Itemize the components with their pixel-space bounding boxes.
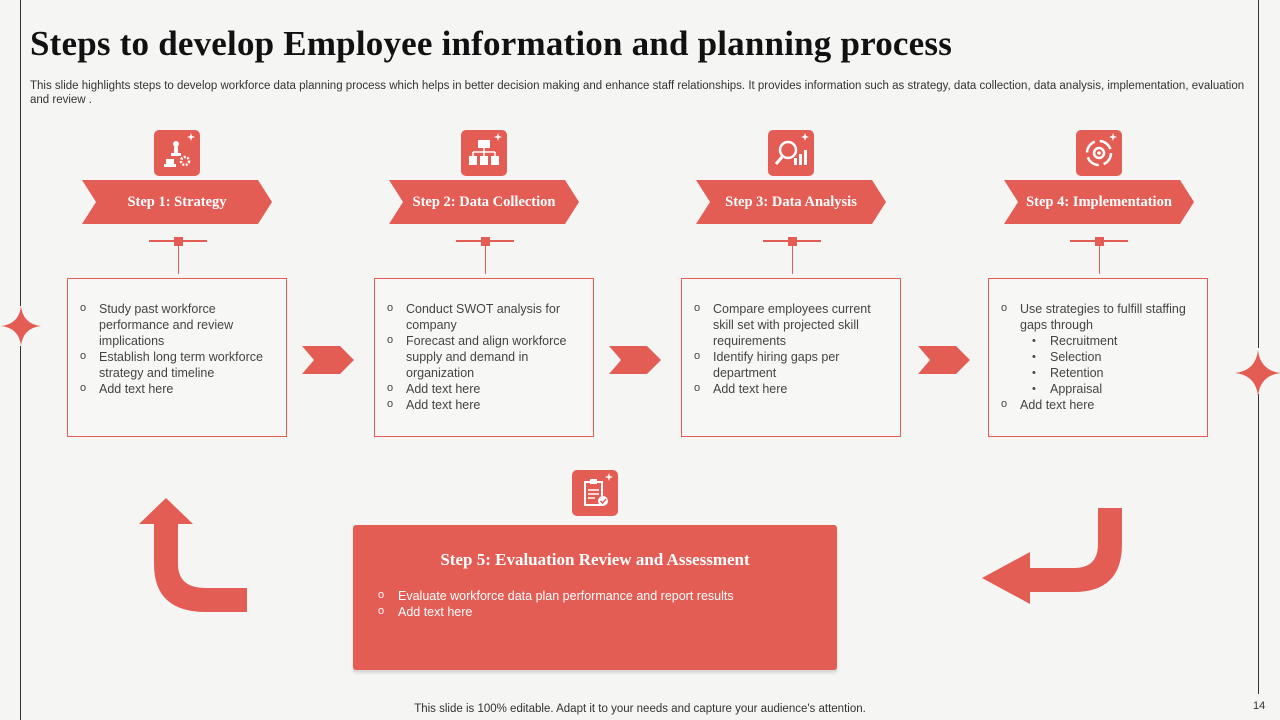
connector-stem xyxy=(1099,246,1100,274)
list-item: o Add text here xyxy=(387,381,583,397)
page-title: Steps to develop Employee information and planning process xyxy=(30,24,953,63)
list-item: o Add text here xyxy=(1001,397,1197,413)
list-item: o Add text here xyxy=(387,397,583,413)
step-5-panel xyxy=(353,525,837,670)
footer-note: This slide is 100% editable. Adapt it to your needs and capture your audience's attention. xyxy=(414,703,866,715)
chess-pieces-icon xyxy=(154,130,200,176)
list-item: o Establish long term workforce strategy and timeline xyxy=(80,349,276,381)
magnifier-chart-icon xyxy=(768,130,814,176)
right-decor-line xyxy=(1258,0,1259,348)
step-4-content-box xyxy=(988,278,1208,437)
step-4-label: Step 4: Implementation xyxy=(1026,194,1172,210)
list-item: • Retention xyxy=(1001,365,1197,381)
list-item: o Forecast and align workforce supply and demand in organization xyxy=(387,333,583,381)
connector-node xyxy=(481,237,490,246)
sparkle-icon xyxy=(1,306,41,346)
left-decor-line xyxy=(20,0,21,306)
sparkle-icon xyxy=(1235,350,1280,396)
step-4-banner xyxy=(1004,180,1194,224)
data-hierarchy-icon xyxy=(461,130,507,176)
list-item: • Selection xyxy=(1001,349,1197,365)
list-item: o Add text here xyxy=(80,381,276,397)
step-3-banner xyxy=(696,180,886,224)
right-decor-line-bottom xyxy=(1258,394,1259,694)
step-1-content-box xyxy=(67,278,287,437)
connector-node xyxy=(174,237,183,246)
step-5-title: Step 5: Evaluation Review and Assessment xyxy=(440,550,750,569)
chevron-right-icon xyxy=(609,346,661,374)
step-2-label: Step 2: Data Collection xyxy=(412,194,556,210)
list-item: o Add text here xyxy=(694,381,890,397)
connector-node xyxy=(788,237,797,246)
step-1-label: Step 1: Strategy xyxy=(127,194,227,210)
list-item: o Compare employees current skill set with projected skill requirements xyxy=(694,301,890,349)
connector-stem xyxy=(485,246,486,274)
list-item: o Identify hiring gaps per department xyxy=(694,349,890,381)
list-item: o Add text here xyxy=(378,604,734,620)
page-number: 14 xyxy=(1253,700,1266,712)
gear-cycle-icon xyxy=(1076,130,1122,176)
list-item: o Use strategies to fulfill staffing gaps through xyxy=(1001,301,1197,333)
connector-stem xyxy=(178,246,179,274)
list-item: • Recruitment xyxy=(1001,333,1197,349)
arrow-down-left-icon xyxy=(980,506,1126,606)
list-item: o Conduct SWOT analysis for company xyxy=(387,301,583,333)
left-decor-line-bottom xyxy=(20,346,21,720)
step-3-label: Step 3: Data Analysis xyxy=(725,194,857,210)
connector-stem xyxy=(792,246,793,274)
step-3-content-box xyxy=(681,278,901,437)
clipboard-check-icon xyxy=(572,470,618,516)
list-item: o Evaluate workforce data plan performance and report results xyxy=(378,588,734,604)
chevron-right-icon xyxy=(302,346,354,374)
page-subtitle: This slide highlights steps to develop workforce data planning process which helps in better decision making and enhance staff relationships. It provides information such as strategy, data collection, data analysis, implementation, evaluation and review . xyxy=(30,80,1245,106)
arrow-up-left-icon xyxy=(138,496,250,614)
step-2-banner xyxy=(389,180,579,224)
step-1-banner xyxy=(82,180,272,224)
list-item: o Study past workforce performance and review implications xyxy=(80,301,276,349)
step-2-content-box xyxy=(374,278,594,437)
list-item: • Appraisal xyxy=(1001,381,1197,397)
chevron-right-icon xyxy=(918,346,970,374)
connector-node xyxy=(1095,237,1104,246)
